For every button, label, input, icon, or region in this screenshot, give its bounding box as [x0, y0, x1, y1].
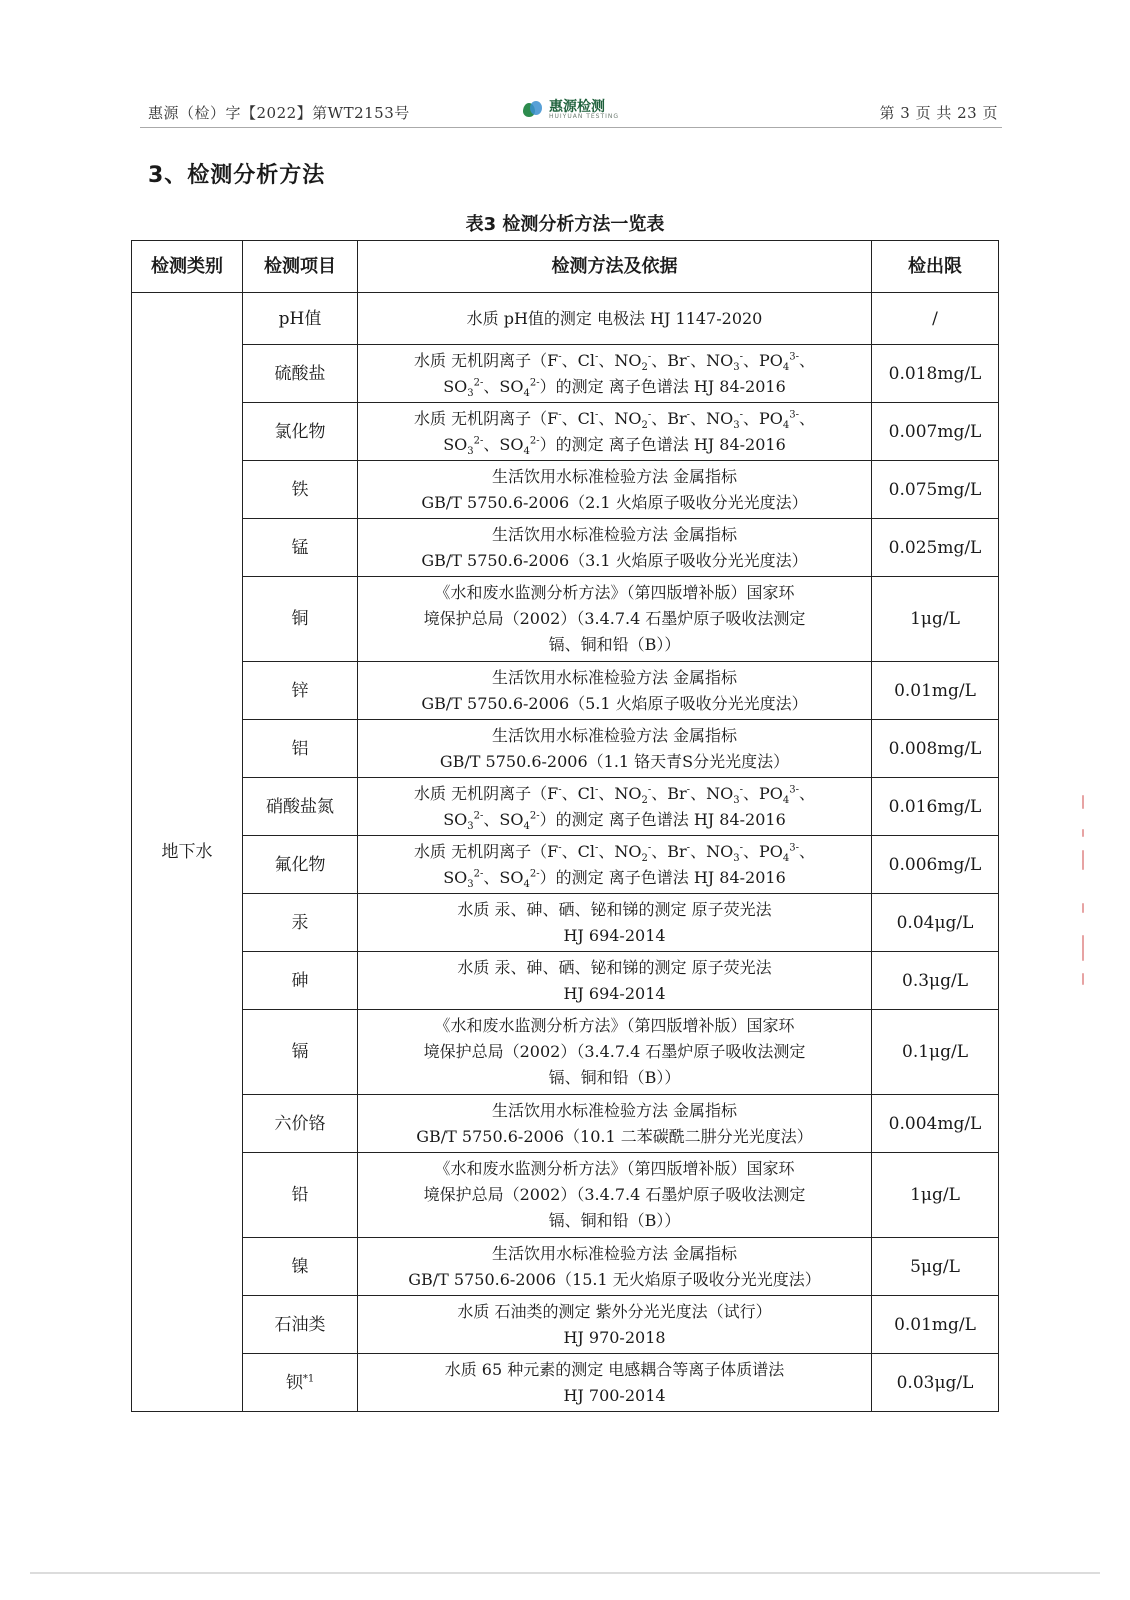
method-line: GB/T 5750.6-2006（3.1 火焰原子吸收分光光度法）	[421, 550, 808, 570]
table-row	[132, 577, 999, 662]
table-header-row	[132, 241, 999, 293]
limit-cell: 0.04μg/L	[872, 894, 999, 952]
item-cell: 石油类	[243, 1296, 358, 1354]
method-line: 生活饮用水标准检验方法 金属指标	[491, 1243, 738, 1263]
table-row	[132, 461, 999, 519]
header-item: 检测项目	[243, 241, 358, 293]
limit-cell: 0.01mg/L	[872, 1296, 999, 1354]
table-row	[132, 662, 999, 720]
limit-cell: 5μg/L	[872, 1238, 999, 1296]
item-cell: 铁	[243, 461, 358, 519]
limit-cell: 0.007mg/L	[872, 403, 999, 461]
method-line: HJ 694-2014	[563, 925, 666, 945]
method-line: GB/T 5750.6-2006（5.1 火焰原子吸收分光光度法）	[421, 693, 808, 713]
limit-cell: 0.006mg/L	[872, 836, 999, 894]
item-cell: 六价铬	[243, 1095, 358, 1153]
item-cell: 镍	[243, 1238, 358, 1296]
method-cell	[358, 1354, 872, 1412]
method-cell	[358, 720, 872, 778]
table-row	[132, 345, 999, 403]
method-cell	[358, 1010, 872, 1095]
limit-cell: /	[872, 293, 999, 345]
item-cell: 铜	[243, 577, 358, 662]
item-cell: 锰	[243, 519, 358, 577]
company-logo	[523, 100, 619, 120]
method-line: 水质 pH值的测定 电极法 HJ 1147-2020	[466, 308, 763, 328]
table-row	[132, 293, 999, 345]
method-line: 《水和废水监测分析方法》（第四版增补版）国家环	[434, 1159, 795, 1178]
method-cell	[358, 952, 872, 1010]
method-cell	[358, 894, 872, 952]
header-limit: 检出限	[872, 241, 999, 293]
method-line: 镉、铜和铅（B））	[548, 1211, 681, 1230]
method-line: 水质 汞、砷、硒、铋和锑的测定 原子荧光法	[457, 899, 772, 919]
table-row	[132, 1095, 999, 1153]
item-cell: 砷	[243, 952, 358, 1010]
scan-edge	[30, 1572, 1100, 1574]
item-cell: 硫酸盐	[243, 345, 358, 403]
table-row	[132, 403, 999, 461]
page-header	[148, 99, 998, 142]
method-cell	[358, 461, 872, 519]
method-line: 水质 65 种元素的测定 电感耦合等离子体质谱法	[444, 1359, 785, 1379]
method-line: 镉、铜和铅（B））	[548, 635, 681, 654]
method-line: 生活饮用水标准检验方法 金属指标	[491, 1100, 738, 1120]
method-cell	[358, 519, 872, 577]
table-row	[132, 1296, 999, 1354]
table-row	[132, 894, 999, 952]
item-cell: 氟化物	[243, 836, 358, 894]
table-row	[132, 836, 999, 894]
method-line: 生活饮用水标准检验方法 金属指标	[491, 524, 738, 544]
item-cell: 镉	[243, 1010, 358, 1095]
method-line: GB/T 5750.6-2006（2.1 火焰原子吸收分光光度法）	[421, 492, 808, 512]
item-footnote-marker: *1	[302, 1372, 315, 1384]
logo-mark-icon	[523, 101, 545, 119]
method-line: 《水和废水监测分析方法》（第四版增补版）国家环	[434, 1016, 795, 1035]
item-cell: 钡$^{*1}$	[243, 1354, 358, 1412]
limit-cell: 0.3μg/L	[872, 952, 999, 1010]
logo-text: 惠源检测	[549, 99, 605, 115]
limit-cell: 1μg/L	[872, 577, 999, 662]
method-line: 生活饮用水标准检验方法 金属指标	[491, 667, 738, 687]
table-row	[132, 519, 999, 577]
method-cell	[358, 1153, 872, 1238]
table-caption: 表3 检测分析方法一览表	[465, 214, 665, 235]
limit-cell: 0.004mg/L	[872, 1095, 999, 1153]
method-line: HJ 970-2018	[563, 1327, 666, 1347]
limit-cell: 0.075mg/L	[872, 461, 999, 519]
method-line: 境保护总局（2002）（3.4.7.4 石墨炉原子吸收法测定	[423, 609, 806, 628]
report-number: 惠源（检）字【2022】第WT2153号	[148, 104, 410, 122]
item-cell: 汞	[243, 894, 358, 952]
item-cell: 锌	[243, 662, 358, 720]
item-cell: 氯化物	[243, 403, 358, 461]
table-row	[132, 1153, 999, 1238]
limit-cell: 0.008mg/L	[872, 720, 999, 778]
limit-cell: 0.01mg/L	[872, 662, 999, 720]
method-cell	[358, 662, 872, 720]
method-cell	[358, 1238, 872, 1296]
limit-cell: 0.016mg/L	[872, 778, 999, 836]
method-line: GB/T 5750.6-2006（15.1 无火焰原子吸收分光光度法）	[408, 1269, 821, 1289]
method-cell	[358, 577, 872, 662]
table-row	[132, 1238, 999, 1296]
method-line: HJ 700-2014	[563, 1385, 666, 1405]
header-category: 检测类别	[132, 241, 243, 293]
method-line: 境保护总局（2002）（3.4.7.4 石墨炉原子吸收法测定	[423, 1185, 806, 1204]
method-line: 境保护总局（2002）（3.4.7.4 石墨炉原子吸收法测定	[423, 1042, 806, 1061]
item-cell: 铝	[243, 720, 358, 778]
table-row	[132, 1010, 999, 1095]
header-divider	[140, 127, 1002, 128]
table-row	[132, 720, 999, 778]
method-line: 生活饮用水标准检验方法 金属指标	[491, 466, 738, 486]
header-method: 检测方法及依据	[358, 241, 872, 293]
table-row	[132, 952, 999, 1010]
table-row	[132, 778, 999, 836]
method-cell: 水质 无机阴离子（F-、Cl-、$NO_2^-$、Br-、$NO_3^-$、$PO_4^{3-}$、 $SO_3^{2-}$、$SO_4^{2-}$）的测定 离子色谱法 HJ 84-2016	[358, 836, 872, 894]
method-cell	[358, 1095, 872, 1153]
method-line: 水质 汞、砷、硒、铋和锑的测定 原子荧光法	[457, 957, 772, 977]
item-cell: 硝酸盐氮	[243, 778, 358, 836]
page-info: 第 3 页 共 23 页	[879, 104, 998, 122]
item-cell: 铅	[243, 1153, 358, 1238]
limit-cell: 0.03μg/L	[872, 1354, 999, 1412]
method-cell	[358, 293, 872, 345]
category-cell: 地下水	[132, 293, 243, 1412]
limit-cell: 0.018mg/L	[872, 345, 999, 403]
methods-table	[131, 240, 999, 1412]
method-line: HJ 694-2014	[563, 983, 666, 1003]
method-line: 水质 石油类的测定 紫外分光光度法（试行）	[457, 1301, 772, 1321]
item-cell: pH值	[243, 293, 358, 345]
method-line: GB/T 5750.6-2006（1.1 铬天青S分光光度法）	[439, 751, 790, 771]
scan-marks	[1078, 795, 1090, 995]
limit-cell: 0.025mg/L	[872, 519, 999, 577]
method-line: GB/T 5750.6-2006（10.1 二苯碳酰二肼分光光度法）	[416, 1126, 813, 1146]
table-row	[132, 1354, 999, 1412]
table-body	[132, 293, 999, 1412]
method-cell: 水质 无机阴离子（F-、Cl-、$NO_2^-$、Br-、$NO_3^-$、$PO_4^{3-}$、 $SO_3^{2-}$、$SO_4^{2-}$）的测定 离子色谱法 HJ 84-2016	[358, 778, 872, 836]
method-cell: 水质 无机阴离子（F-、Cl-、$NO_2^-$、Br-、$NO_3^-$、$PO_4^{3-}$、 $SO_3^{2-}$、$SO_4^{2-}$）的测定 离子色谱法 HJ 84-2016	[358, 403, 872, 461]
section-title: 3、检测分析方法	[148, 163, 326, 188]
limit-cell: 1μg/L	[872, 1153, 999, 1238]
method-cell	[358, 1296, 872, 1354]
method-line: 镉、铜和铅（B））	[548, 1068, 681, 1087]
method-line: 《水和废水监测分析方法》（第四版增补版）国家环	[434, 583, 795, 602]
logo-subtext: HUIYUAN TESTING	[549, 113, 620, 120]
method-cell: 水质 无机阴离子（F-、Cl-、$NO_2^-$、Br-、$NO_3^-$、$PO_4^{3-}$、 $SO_3^{2-}$、$SO_4^{2-}$）的测定 离子色谱法 HJ 84-2016	[358, 345, 872, 403]
method-line: 生活饮用水标准检验方法 金属指标	[491, 725, 738, 745]
limit-cell: 0.1μg/L	[872, 1010, 999, 1095]
